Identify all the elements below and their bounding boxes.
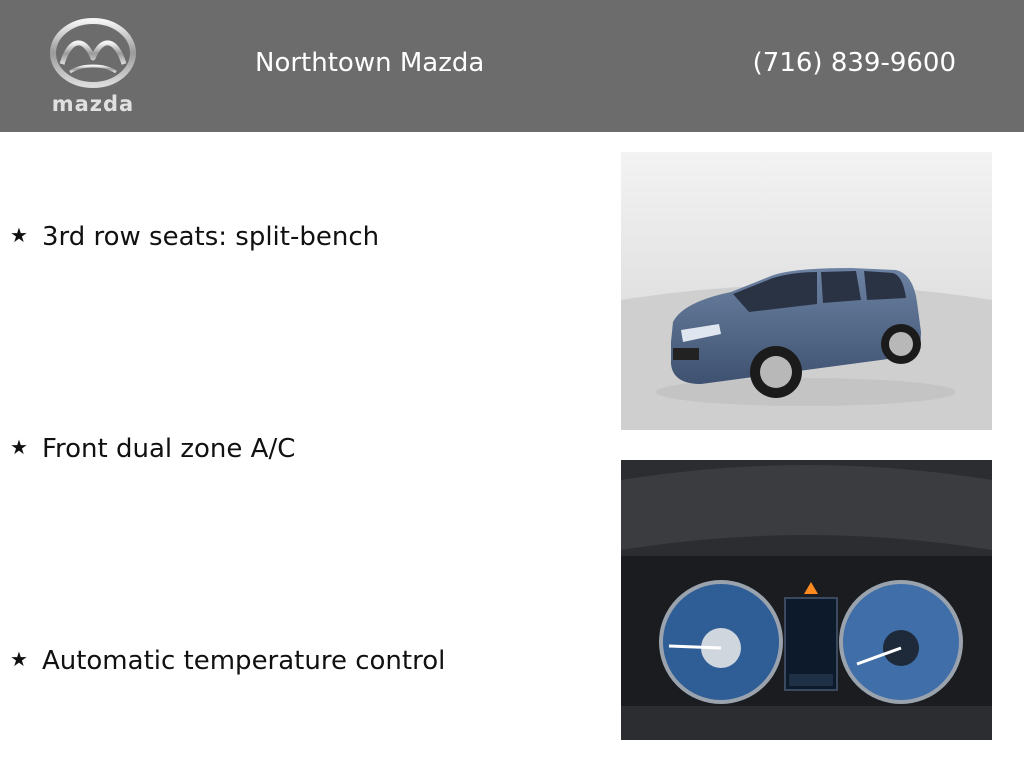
vehicle-photo[interactable] xyxy=(621,152,992,430)
logo-wordmark: mazda xyxy=(51,92,135,116)
feature-item xyxy=(10,646,445,676)
feature-label: Front dual zone A/C xyxy=(41,434,296,464)
mazda-logo[interactable] xyxy=(40,16,146,116)
mazda-emblem-icon xyxy=(40,16,146,92)
dealer-header xyxy=(0,0,1024,132)
dealer-phone[interactable]: (716) 839-9600 xyxy=(752,48,956,78)
feature-item xyxy=(10,434,295,464)
feature-label: Automatic temperature control xyxy=(41,646,446,676)
instrument-cluster-photo[interactable] xyxy=(621,460,992,740)
star-icon: ★ xyxy=(10,223,28,247)
star-icon: ★ xyxy=(10,647,28,671)
instrument-cluster-icon xyxy=(621,460,992,740)
feature-item xyxy=(10,222,379,252)
feature-label: 3rd row seats: split-bench xyxy=(41,222,380,252)
minivan-photo-icon xyxy=(621,152,992,430)
dealer-name[interactable]: Northtown Mazda xyxy=(255,48,485,78)
star-icon: ★ xyxy=(10,435,28,459)
